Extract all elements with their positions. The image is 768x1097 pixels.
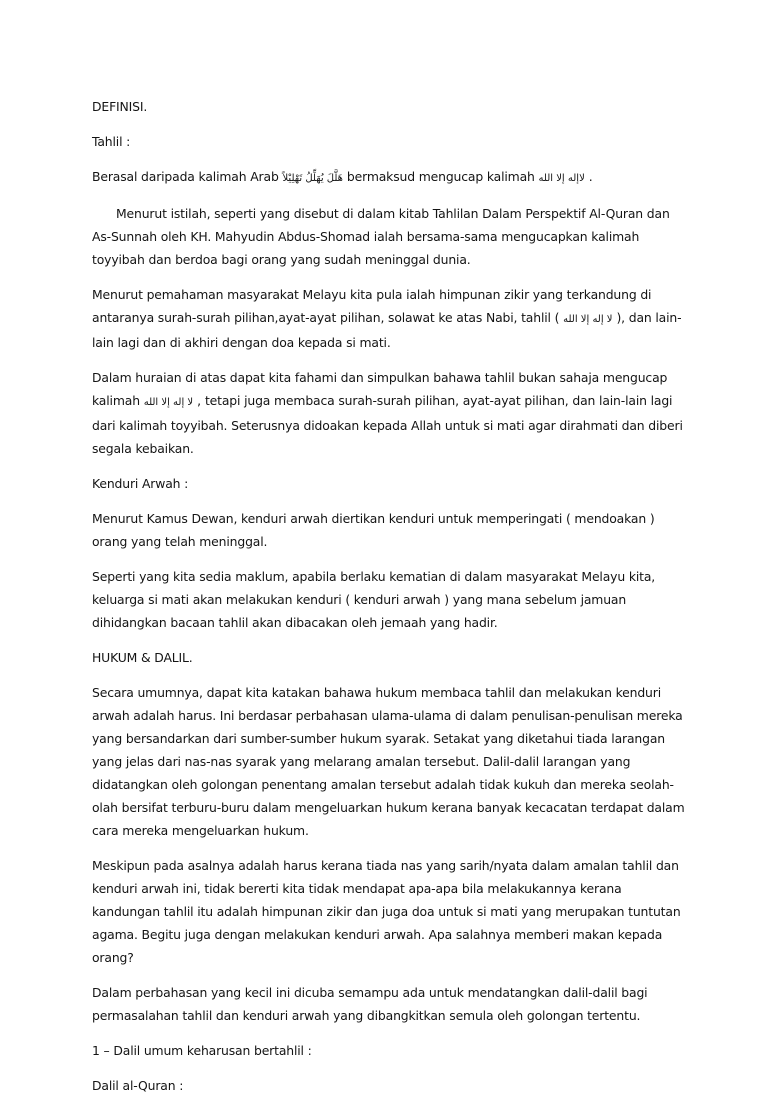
berasal-middle-text: bermaksud mengucap kalimah <box>346 169 535 184</box>
berasal-text: Berasal daripada kalimah Arab <box>92 169 279 184</box>
paragraph-meskipun: Meskipun pada asalnya adalah harus kerana tiada nas yang sarih/nyata dalam amalan tahlil dan kenduri arwah ini, tidak bererti kita tidak mendapat apa-apa bila melakukannya kerana kandungan tahlil itu adalah himpunan zikir dan juga doa untuk si mati yang merupakan tuntutan agama. Begitu juga dengan melakukan kenduri arwah. Apa salahnya memberi makan kepada orang? <box>92 858 681 965</box>
huraian-after: , tetapi juga membaca surah-surah pilihan, ayat-ayat pilihan, dan lain-lain lagi dari kalimah toyyibah. Seterusnya didoakan kepada Allah untuk si mati agar dirahmati dan diberi segala kebaikan. <box>92 393 683 456</box>
arabic-kalimah-3: لا إله إلا الله <box>143 397 194 408</box>
paragraph-maklum: Seperti yang kita sedia maklum, apabila berlaku kematian di dalam masyarakat Melayu kita, keluarga si mati akan melakukan kenduri ( kenduri arwah ) yang mana sebelum jamuan dihidangkan bacaan tahlil akan dibacakan oleh jemaah yang hadir. <box>92 569 656 630</box>
label-dalil-quran: Dalil al-Quran : <box>92 1078 184 1093</box>
paragraph-kamus: Menurut Kamus Dewan, kenduri arwah diertikan kenduri untuk memperingati ( mendoakan ) orang yang telah meninggal. <box>92 511 655 549</box>
paragraph-umumnya: Secara umumnya, dapat kita katakan bahawa hukum membaca tahlil dan melakukan kenduri arwah adalah harus. Ini berdasar perbahasan ulama-ulama di dalam penulisan-penulisan mereka yang bersandarkan dari sumber-sumber hukum syarak. Setakat yang diketahui tiada larangan yang jelas dari nas-nas syarak yang melarang amalan tersebut. Dalil-dalil larangan yang didatangkan oleh golongan penentang amalan tersebut adalah tidak kukuh dan mereka seolah-olah bersifat terburu-buru dalam mengeluarkan hukum kerana banyak kecacatan terdapat dalam cara mereka mengeluarkan hukum. <box>92 685 685 838</box>
arabic-kalimah: لاإله إلا الله <box>538 173 585 184</box>
label-kenduri-arwah: Kenduri Arwah : <box>92 476 189 491</box>
label-tahlil: Tahlil : <box>92 134 131 149</box>
pemahaman-text: Menurut pemahaman masyarakat Melayu kita pula ialah himpunan zikir yang terkandung di antaranya surah-surah pilihan,ayat-ayat pilihan, solawat ke atas Nabi, tahlil ( <box>92 287 652 325</box>
arabic-tahlil-word: هَلَّلَ يُهَلِّلُ تَهْلِيْلاً <box>282 173 343 184</box>
huraian-text: Dalam huraian di atas dapat kita fahami dan simpulkan bahawa tahlil bukan sahaja mengucap kalimah <box>92 370 668 408</box>
paragraph-istilah: Menurut istilah, seperti yang disebut di dalam kitab Tahlilan Dalam Perspektif Al-Quran dan As-Sunnah oleh KH. Mahyudin Abdus-Shomad ialah bersama-sama mengucapkan kalimah toyyibah dan berdoa bagi orang yang sudah meninggal dunia. <box>92 206 670 267</box>
paragraph-pemahaman <box>92 283 688 354</box>
paragraph-berasal <box>92 165 688 190</box>
heading-hukum-dalil: HUKUM & DALIL. <box>92 650 193 665</box>
pemahaman-after: ), dan lain-lain lagi dan di akhiri dengan doa kepada si mati. <box>92 310 682 350</box>
berasal-end: . <box>588 169 593 184</box>
label-dalil-umum: 1 – Dalil umum keharusan bertahlil : <box>92 1043 312 1058</box>
arabic-kalimah-2: لا إله إلا الله <box>563 314 613 325</box>
heading-definisi: DEFINISI. <box>92 99 148 114</box>
paragraph-huraian <box>92 366 688 460</box>
paragraph-perbahasan: Dalam perbahasan yang kecil ini dicuba semampu ada untuk mendatangkan dalil-dalil bagi permasalahan tahlil dan kenduri arwah yang dibangkitkan semula oleh golongan tertentu. <box>92 985 648 1023</box>
